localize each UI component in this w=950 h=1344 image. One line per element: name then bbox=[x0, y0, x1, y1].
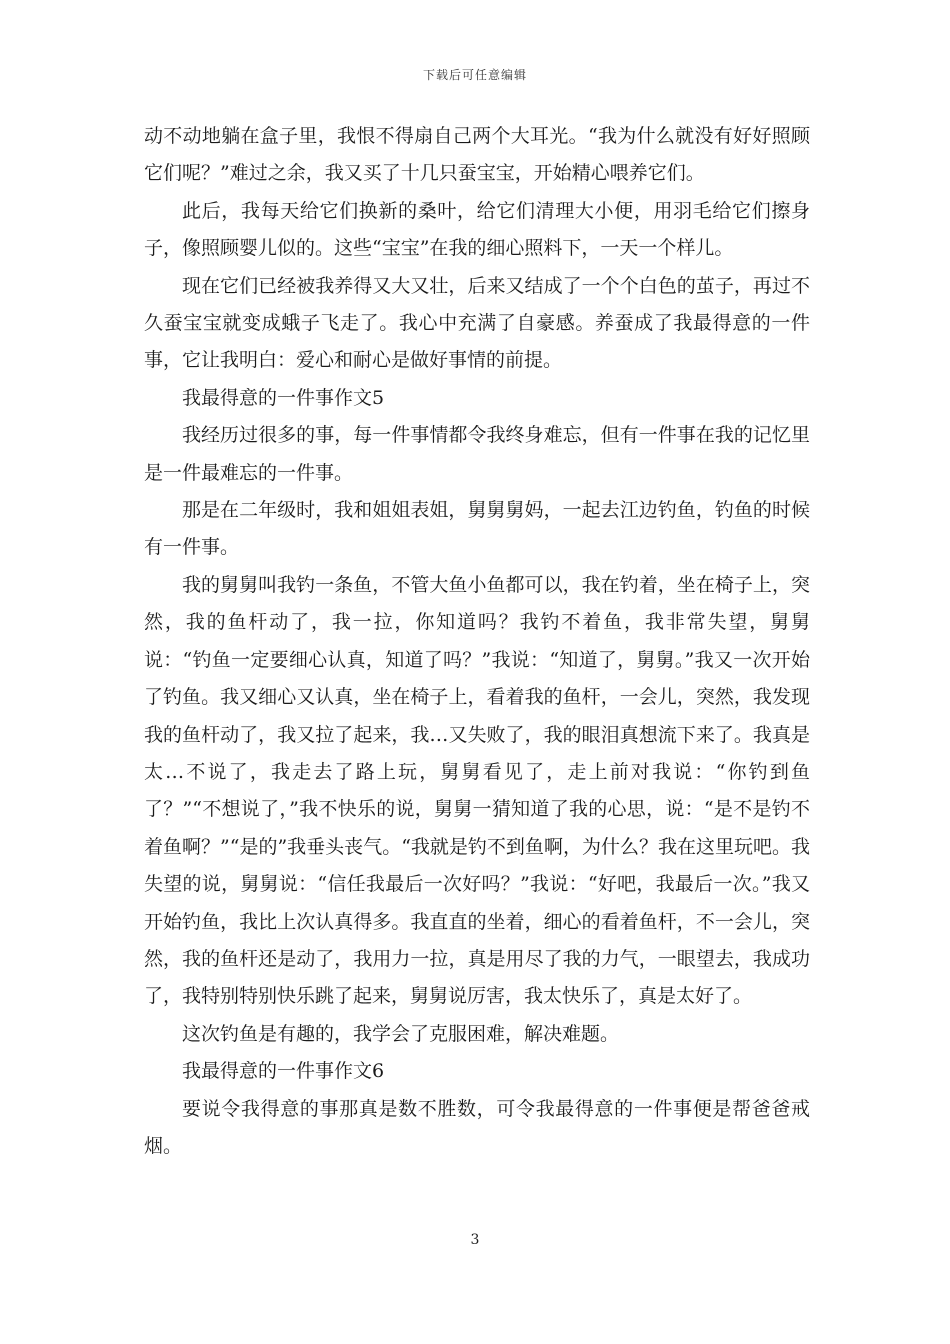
paragraph: 我经历过很多的事，每一件事情都令我终身难忘，但有一件事在我的记忆里是一件最难忘的一件事。 bbox=[144, 424, 810, 484]
page-number: 3 bbox=[470, 1232, 480, 1248]
paragraph: 要说令我得意的事那真是数不胜数，可令我最得意的一件事便是帮爸爸戒烟。 bbox=[144, 1097, 810, 1157]
paragraph: 现在它们已经被我养得又大又壮，后来又结成了一个个白色的茧子，再过不久蚕宝宝就变成蛾子飞走了。我心中充满了自豪感。养蚕成了我最得意的一件事，它让我明白：爱心和耐心是做好事情的前提。 bbox=[144, 274, 810, 372]
paragraph: 此后，我每天给它们换新的桑叶，给它们清理大小便，用羽毛给它们擦身子，像照顾婴儿似的。这些“宝宝”在我的细心照料下，一天一个样儿。 bbox=[144, 199, 810, 260]
paragraph: 那是在二年级时，我和姐姐表姐，舅舅舅妈，一起去江边钓鱼，钓鱼的时候有一件事。 bbox=[144, 499, 810, 559]
paragraph: 动不动地躺在盒子里，我恨不得扇自己两个大耳光。“我为什么就没有好好照顾它们呢？”难过之余，我又买了十几只蚕宝宝，开始精心喂养它们。 bbox=[144, 125, 810, 185]
essay-heading: 我最得意的一件事作文6 bbox=[182, 1060, 385, 1083]
paragraph: 我的舅舅叫我钓一条鱼，不管大鱼小鱼都可以，我在钓着，坐在椅子上，突然，我的鱼杆动了，我一拉，你知道吗？我钓不着鱼，我非常失望，舅舅说：“钓鱼一定要细心认真，知道了吗？”我说：“知道了，舅舅。”我又一次开始了钓鱼。我又细心又认真，坐在椅子上，看着我的鱼杆，一会儿，突然，我发现我的鱼杆动了，我又拉了起来，我…又失败了，我的眼泪真想流下来了。我真是太…不说了，我走去了路上玩，舅舅看见了，走上前对我说：“你钓到鱼了？”“不想说了，”我不快乐的说，舅舅一猜知道了我的心思，说：“是不是钓不着鱼啊？”“是的”我垂头丧气。“我就是钓不到鱼啊，为什么？我在这里玩吧。我失望的说，舅舅说：“信任我最后一次好吗？”我说：“好吧，我最后一次。”我又开始钓鱼，我比上次认真得多。我直直的坐着，细心的看着鱼杆，不一会儿，突然，我的鱼杆还是动了，我用力一拉，真是用尽了我的力气，一眼望去，我成功了，我特别特别快乐跳了起来，舅舅说厉害，我太快乐了，真是太好了。 bbox=[144, 573, 810, 1008]
paragraph: 这次钓鱼是有趣的，我学会了克服困难，解决难题。 bbox=[182, 1022, 620, 1045]
essay-heading: 我最得意的一件事作文5 bbox=[182, 386, 385, 409]
page-header: 下载后可任意编辑 bbox=[422, 68, 527, 82]
document-body bbox=[144, 118, 810, 1165]
